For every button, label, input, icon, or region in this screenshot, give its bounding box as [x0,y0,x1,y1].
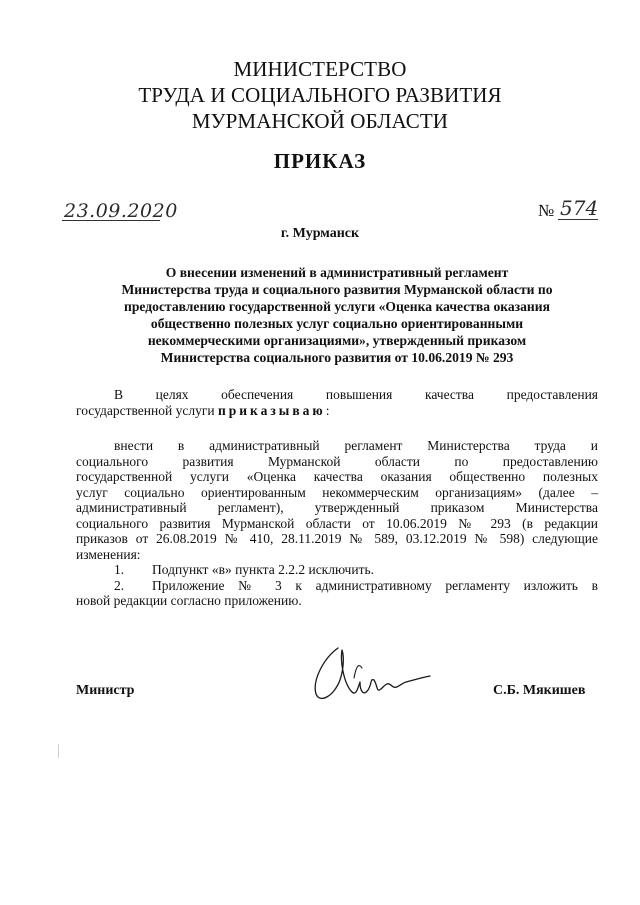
list-item-text: Приложение № 3 к административному регламенту изложить в [152,577,598,593]
list-item-number: 1. [114,562,125,577]
subject-line: Министерства труда и социального развития Мурманской области по [121,282,553,297]
date-underline [62,220,160,221]
list-item-2-continuation: новой редакции согласно приложению. [76,593,302,608]
subject-line: О внесении изменений в административный регламент [165,265,509,280]
order-number: 574 [560,196,599,220]
command-word: приказываю [217,402,326,418]
document-type-title: ПРИКАЗ [273,149,367,173]
decree-line: внести в административный регламент Министерства труда и [114,438,598,453]
handwritten-signature [298,638,448,718]
subject-line: некоммерческими организациями», утвержденный приказом [147,333,527,348]
number-underline [558,219,598,220]
preamble-line-2 [76,403,598,419]
decree-paragraph [76,438,598,609]
decree-line: социального развития Мурманской области по предоставлению [76,453,598,469]
subject-line: предоставлению государственной услуги «Оценка качества оказания [124,299,550,314]
number-sign: № [538,201,555,220]
decree-line: государственной услуги «Оценка качества оказания общественно полезных [76,469,598,484]
decree-line: социального развития Мурманской области от 10.06.2019 № 293 (в редакции [76,515,598,531]
preamble-line-2-end: : [325,402,330,418]
ministry-header [0,56,640,134]
decree-line: изменения: [76,546,141,562]
decree-line: приказов от 26.08.2019 № 410, 28.11.2019 № 589, 03.12.2019 № 598) следующие [76,531,598,546]
list-item-text: Подпункт «в» пункта 2.2.2 исключить. [152,562,374,577]
preamble-line-2-start: государственной услуги [76,402,218,418]
decree-line: административный регламент), утвержденный приказом Министерства [76,500,598,515]
city: г. Мурманск [280,226,360,241]
ministry-line-2: ТРУДА И СОЦИАЛЬНОГО РАЗВИТИЯ [138,83,502,107]
decree-line: услуг социально ориентированным некоммерческим организациям» (далее – [76,484,598,500]
list-item-2 [76,578,598,594]
signer-name: С.Б. Мякишев [493,683,586,698]
order-subject [76,264,598,366]
ministry-line-1: МИНИСТЕРСТВО [233,57,407,81]
subject-line: общественно полезных услуг социально ориентированными [150,316,524,331]
signer-title: Министр [76,683,135,698]
list-item-1 [76,562,598,578]
preamble-line-1: В целях обеспечения повышения качества предоставления [114,387,598,402]
preamble-paragraph [76,387,598,418]
ministry-line-3: МУРМАНСКОЙ ОБЛАСТИ [191,109,449,133]
order-date: 23.09.2020 [64,200,178,222]
subject-line: Министерства социального развития от 10.06.2019 № 293 [160,350,514,365]
list-item-number: 2. [114,577,125,593]
scan-margin-mark [58,744,59,758]
